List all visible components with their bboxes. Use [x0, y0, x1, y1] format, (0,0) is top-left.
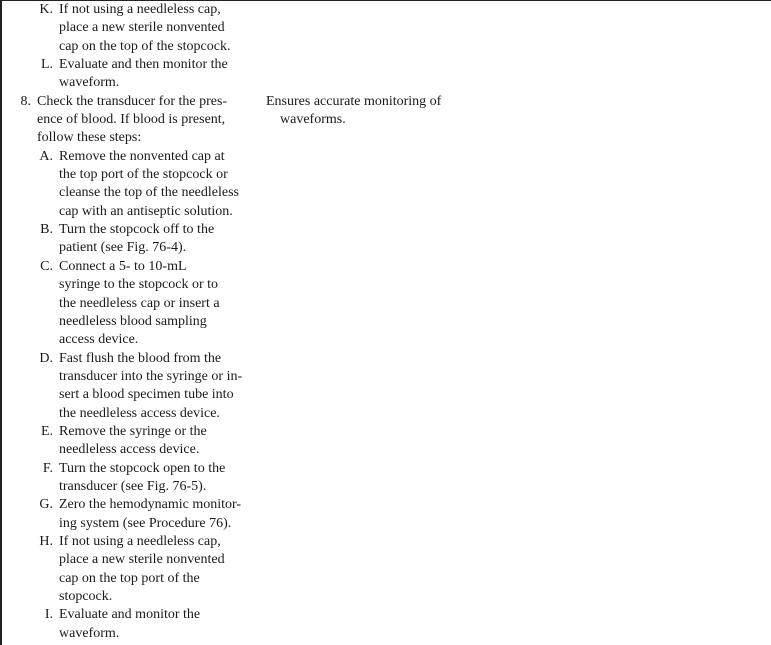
- step-text-line: ing system (see Procedure 76).: [59, 515, 232, 531]
- step-item: [0, 93, 260, 148]
- step-text-line: Remove the syringe or the: [59, 423, 207, 439]
- step-label: F.: [42, 460, 53, 476]
- step-text-line: patient (see Fig. 76-4).: [59, 240, 187, 256]
- step-label: I.: [44, 607, 53, 623]
- step-label: B.: [40, 222, 53, 238]
- step-label: C.: [40, 258, 53, 274]
- substep-item: [0, 460, 260, 497]
- step-text-line: sert a blood specimen tube into: [59, 387, 234, 403]
- rationale-text-line: waveforms.: [280, 112, 346, 128]
- substep-item: [0, 148, 260, 221]
- step-label: D.: [39, 350, 53, 366]
- step-label: E.: [40, 423, 53, 439]
- substep-item: [0, 496, 260, 533]
- step-text-line: transducer into the syringe or in-: [59, 368, 243, 384]
- step-text-line: Evaluate and monitor the: [59, 607, 201, 623]
- step-label: A.: [39, 148, 53, 164]
- substep-item: [0, 350, 260, 423]
- step-text-line: follow these steps:: [37, 130, 142, 146]
- step-text-line: Turn the stopcock off to the: [59, 222, 215, 238]
- step-text-line: place a new sterile nonvented: [59, 20, 225, 36]
- rationale-text-line: Ensures accurate monitoring of: [266, 93, 442, 109]
- step-text-line: Remove the nonvented cap at: [59, 148, 225, 164]
- step-text-line: place a new sterile nonvented: [59, 552, 225, 568]
- step-label: H.: [39, 533, 53, 549]
- step-label: K.: [39, 2, 53, 17]
- steps-column: [0, 1, 260, 643]
- step-text-line: the top port of the stopcock or: [59, 167, 228, 183]
- step-text-line: If not using a needleless cap,: [59, 2, 221, 17]
- substep-item: [0, 423, 260, 460]
- step-text-line: Check the transducer for the pres-: [37, 93, 228, 109]
- step-text-line: the needleless cap or insert a: [59, 295, 220, 311]
- substep-item: [0, 258, 260, 350]
- substep-item: [0, 221, 260, 258]
- substep-item: [0, 56, 260, 93]
- step-text-line: Fast flush the blood from the: [59, 350, 222, 366]
- step-text-line: Evaluate and then monitor the: [59, 57, 228, 73]
- step-text-line: access device.: [59, 332, 139, 348]
- step-label: G.: [39, 497, 53, 513]
- step-text-line: cap on the top port of the: [59, 570, 200, 586]
- step-text-line: cap with an antiseptic solution.: [59, 203, 233, 219]
- step-text-line: syringe to the stopcock or to: [59, 277, 219, 293]
- step-text-line: transducer (see Fig. 76-5).: [59, 478, 207, 494]
- step-text-line: needleless blood sampling: [59, 313, 207, 329]
- substep-item: [0, 606, 260, 643]
- step-text-line: Zero the hemodynamic monitor-: [59, 497, 242, 513]
- substep-item: [0, 1, 260, 56]
- step-text-line: cap on the top of the stopcock.: [59, 38, 231, 54]
- rationale-column: [266, 93, 666, 130]
- substep-item: [0, 533, 260, 606]
- step-label: 8.: [20, 93, 31, 109]
- step-text-line: Connect a 5- to 10-mL: [59, 258, 187, 274]
- step-text-line: Turn the stopcock open to the: [59, 460, 226, 476]
- step-text-line: stopcock.: [59, 589, 113, 604]
- step-text-line: waveform.: [59, 75, 120, 91]
- step-text-line: ence of blood. If blood is present,: [37, 112, 226, 128]
- step-text-line: If not using a needleless cap,: [59, 533, 221, 549]
- step-text-line: needleless access device.: [59, 442, 200, 458]
- step-text-line: cleanse the top of the needleless: [59, 185, 239, 201]
- step-label: L.: [40, 57, 53, 73]
- step-text-line: the needleless access device.: [59, 405, 220, 421]
- step-text-line: waveform.: [59, 625, 120, 641]
